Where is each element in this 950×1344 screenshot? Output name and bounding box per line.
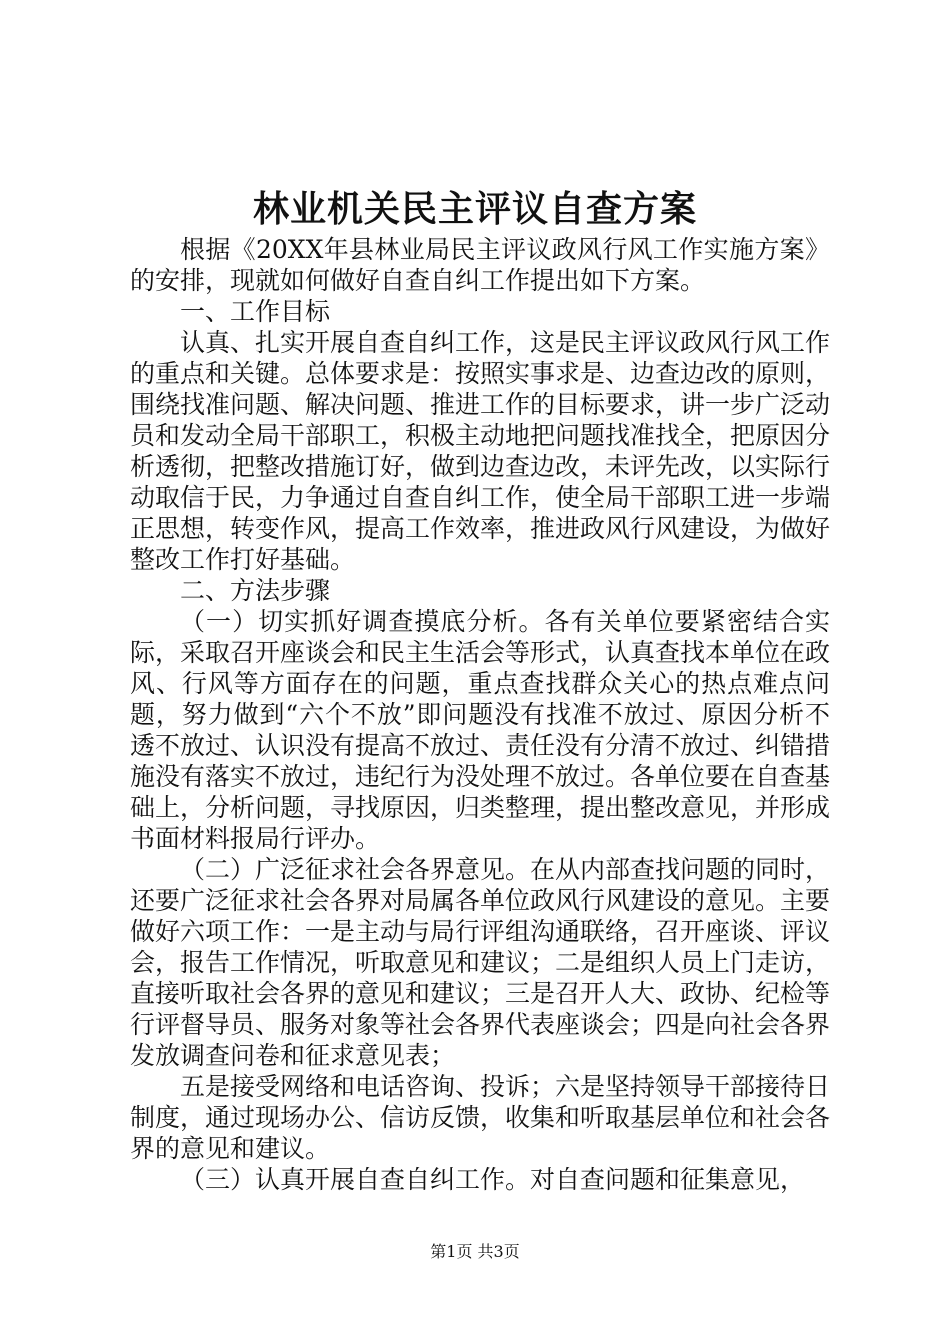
paragraph-step-1: （一）切实抓好调查摸底分析。各有关单位要紧密结合实际，采取召开座谈会和民主生活会等形式，认真查找本单位在政风、行风等方面存在的问题，重点查找群众关心的热点难点问题，努力做到“六个不放”即问题没有找准不放过、原因分析不透不放过、认识没有提高不放过、责任没有分清不放过、纠错措施没有落实不放过，违纪行为没处理不放过。各单位要在自查基础上，分析问题，寻找原因，归类整理，提出整改意见，并形成书面材料报局行评办。 <box>130 607 831 853</box>
document-body <box>130 234 830 1195</box>
document-title: 林业机关民主评议自查方案 <box>252 188 697 230</box>
paragraph-step-3: （三）认真开展自查自纠工作。对自查问题和征集意见， <box>180 1165 806 1194</box>
section-heading-goals: 一、工作目标 <box>180 297 331 326</box>
page-footer: 第1页 共3页 <box>430 1242 520 1261</box>
paragraph-goals: 认真、扎实开展自查自纠工作，这是民主评议政风行风工作的重点和关键。总体要求是：按照实事求是、边查边改的原则，围绕找准问题、解决问题、推进工作的目标要求，讲一步广泛动员和发动全局干部职工，积极主动地把问题找准找全，把原因分析透彻，把整改措施订好，做到边查边改，未评先改，以实际行动取信于民，力争通过自查自纠工作，使全局干部职工进一步端正思想，转变作风，提高工作效率，推进政风行风建设，为做好整改工作打好基础。 <box>130 328 831 574</box>
section-heading-steps: 二、方法步骤 <box>180 576 331 605</box>
paragraph-intro: 根据《20XX年县林业局民主评议政风行风工作实施方案》的安排，现就如何做好自查自纠工作提出如下方案。 <box>130 235 830 295</box>
paragraph-step-2: （二）广泛征求社会各界意见。在从内部查找问题的同时，还要广泛征求社会各界对局属各单位政风行风建设的意见。主要做好六项工作：一是主动与局行评组沟通联络，召开座谈、评议会，报告工作情况，听取意见和建议；二是组织人员上门走访，直接听取社会各界的意见和建议；三是召开人大、政协、纪检等行评督导员、服务对象等社会各界代表座谈会；四是向社会各界发放调查问卷和征求意见表； <box>130 855 831 1070</box>
paragraph-step-2-continued: 五是接受网络和电话咨询、投诉；六是坚持领导干部接待日制度，通过现场办公、信访反馈，收集和听取基层单位和社会各界的意见和建议。 <box>130 1072 831 1163</box>
